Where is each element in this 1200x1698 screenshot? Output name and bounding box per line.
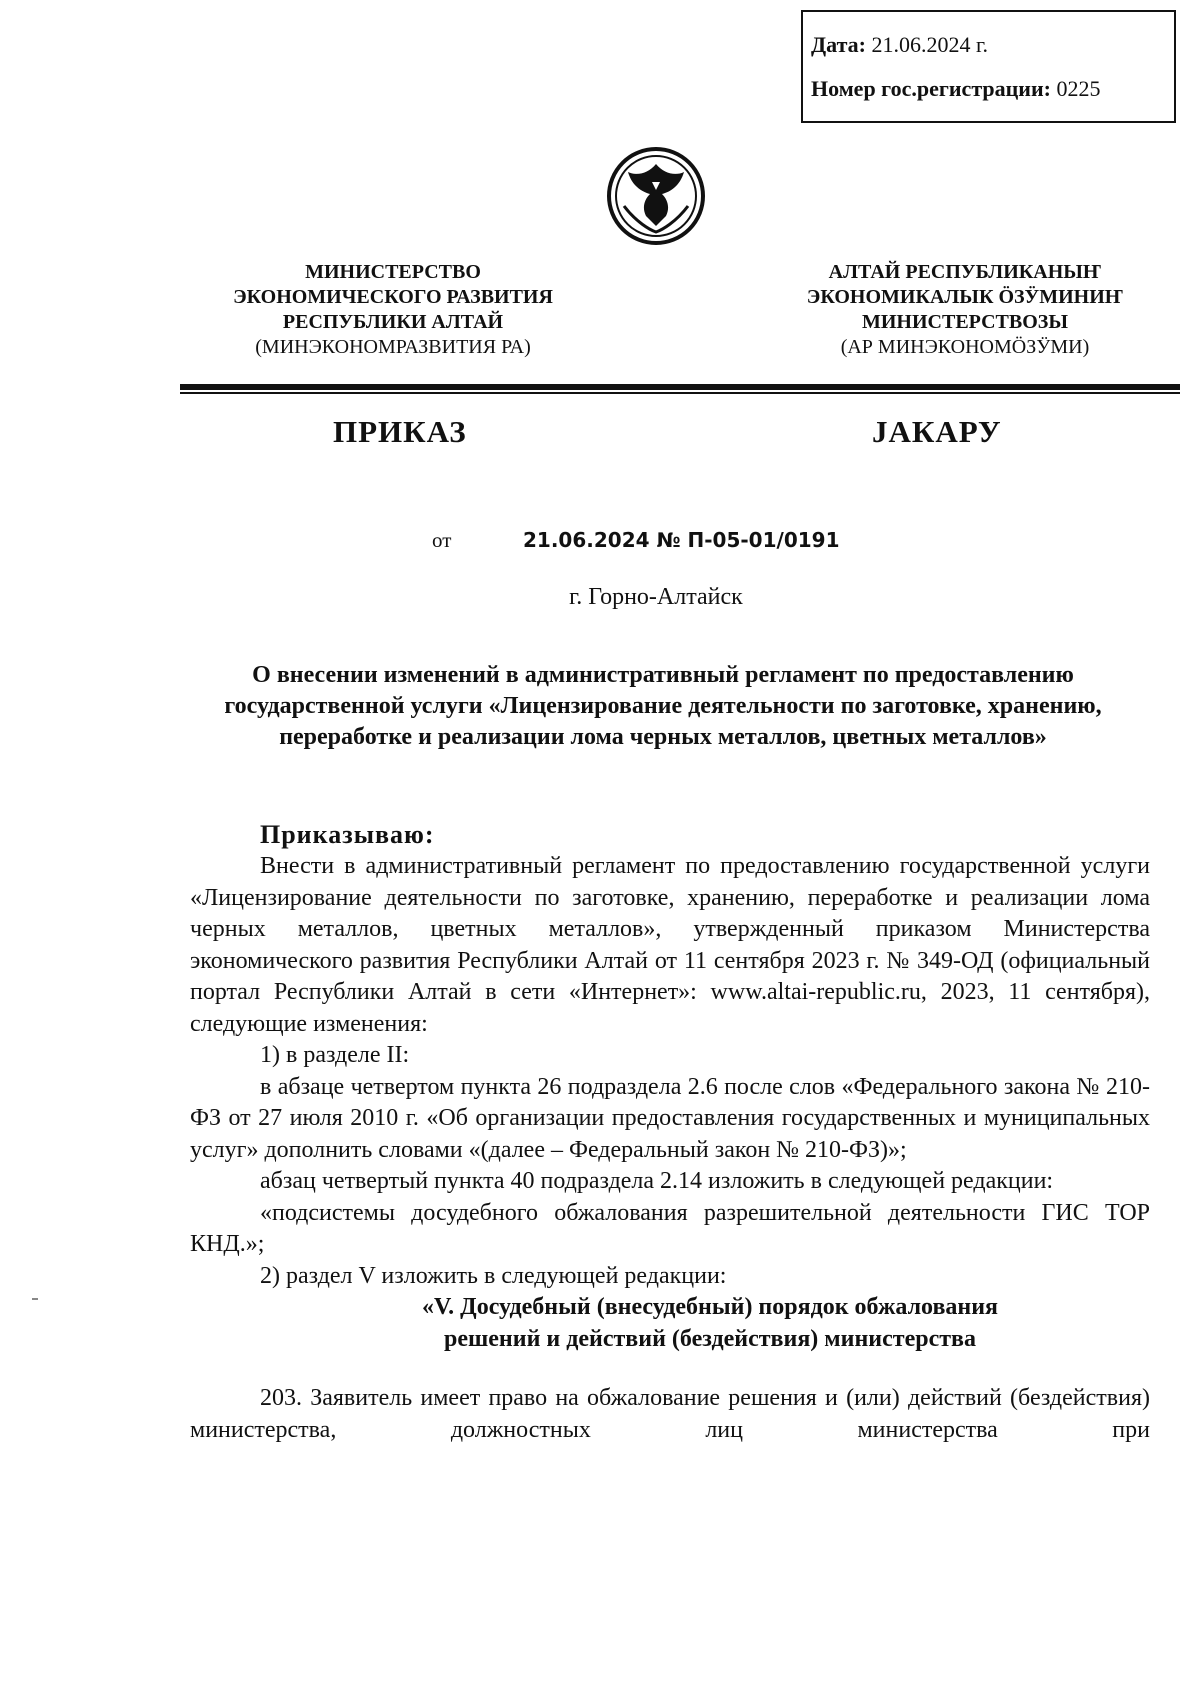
registration-date-value: 21.06.2024 г.: [871, 32, 989, 57]
header-left-line-2: ЭКОНОМИЧЕСКОГО РАЗВИТИЯ: [233, 286, 553, 308]
header-right-line-2: ЭКОНОМИКАЛЫК ӦЗӰМИНИҤ: [806, 286, 1124, 308]
section-5-title-line-1: «V. Досудебный (внесудебный) порядок обжалования: [421, 1294, 999, 1320]
registration-date-label: Дата:: [811, 32, 866, 57]
orders-heading: Приказываю:: [260, 820, 435, 849]
order-number: 21.06.2024 № П-05-01/0191: [523, 528, 840, 552]
section-5-title-line-2: решений и действий (бездействия) министерства: [444, 1325, 976, 1352]
header-right-line-3: МИНИСТЕРСТВОЗЫ: [861, 311, 1068, 333]
header-divider-thin: [180, 392, 1180, 394]
ministry-header-altai: [755, 260, 1175, 360]
header-divider-thick: [180, 384, 1180, 390]
paragraph-item-26: в абзаце четвертом пункта 26 подраздела 2.6 после слов «Федерального закона № 210-ФЗ от 27 июля 2010 г. «Об организации предоставления государственных и муниципальных услуг» дополнить словами «(далее – Федеральный закон № 210-ФЗ)»;: [190, 1073, 1150, 1163]
paragraph-section-5: 2) раздел V изложить в следующей редакции:: [260, 1262, 727, 1289]
document-body: [190, 851, 1150, 1446]
header-left-line-4: (МИНЭКОНОМРАЗВИТИЯ РА): [255, 336, 531, 358]
registration-stamp: [801, 10, 1176, 123]
document-title: О внесении изменений в административный регламент по предоставлению государственной услуги «Лицензирование деятельности по заготовке, хранению, переработке и реализации лома черных металлов, цветных металлов»: [224, 662, 1102, 750]
paragraph-section-2: 1) в разделе II:: [260, 1042, 410, 1068]
header-right-line-4: (АР МИНЭКОНОМӦЗӰМИ): [840, 336, 1090, 358]
paragraph-introduce-changes: Внести в административный регламент по предоставлению государственной услуги «Лицензирование деятельности по заготовке, хранению, переработке и реализации лома черных металлов, цветных металлов», утвержденный приказом Министерства экономического развития Республики Алтай от 11 сентября 2023 г. № 349-ОД (официальный портал Республики Алтай в сети «Интернет»: www.altai-republic.ru, 2023, 11 сентября), следующие изменения:: [190, 853, 1150, 1037]
paragraph-subsystem-quote: «подсистемы досудебного обжалования разрешительной деятельности ГИС ТОР КНД.»;: [190, 1199, 1150, 1257]
coat-of-arms-emblem: [606, 146, 706, 246]
order-date-prefix: от: [432, 528, 452, 552]
spacer: [190, 1355, 1150, 1383]
paragraph-item-203: 203. Заявитель имеет право на обжалование решения и (или) действий (бездействия) министерства, должностных лиц министерства при: [190, 1385, 1150, 1443]
registration-number-value: 0225: [1056, 76, 1101, 101]
registration-date-line: [811, 32, 988, 58]
header-left-line-3: РЕСПУБЛИКИ АЛТАЙ: [282, 311, 504, 333]
header-right-line-1: АЛТАЙ РЕСПУБЛИКАНЫҤ: [828, 261, 1102, 283]
order-city: г. Горно-Алтайск: [569, 584, 743, 610]
ministry-header-russian: [183, 260, 603, 360]
scan-artifact-mark: [32, 1298, 38, 1300]
registration-number-label: Номер гос.регистрации:: [811, 76, 1051, 101]
order-title-altai: JАКАРУ: [872, 414, 1002, 449]
order-title-russian: ПРИКАЗ: [333, 414, 467, 449]
paragraph-item-40: абзац четвертый пункта 40 подраздела 2.14 изложить в следующей редакции:: [260, 1168, 1054, 1194]
registration-number-line: [811, 76, 1100, 102]
header-left-line-1: МИНИСТЕРСТВО: [305, 261, 481, 283]
